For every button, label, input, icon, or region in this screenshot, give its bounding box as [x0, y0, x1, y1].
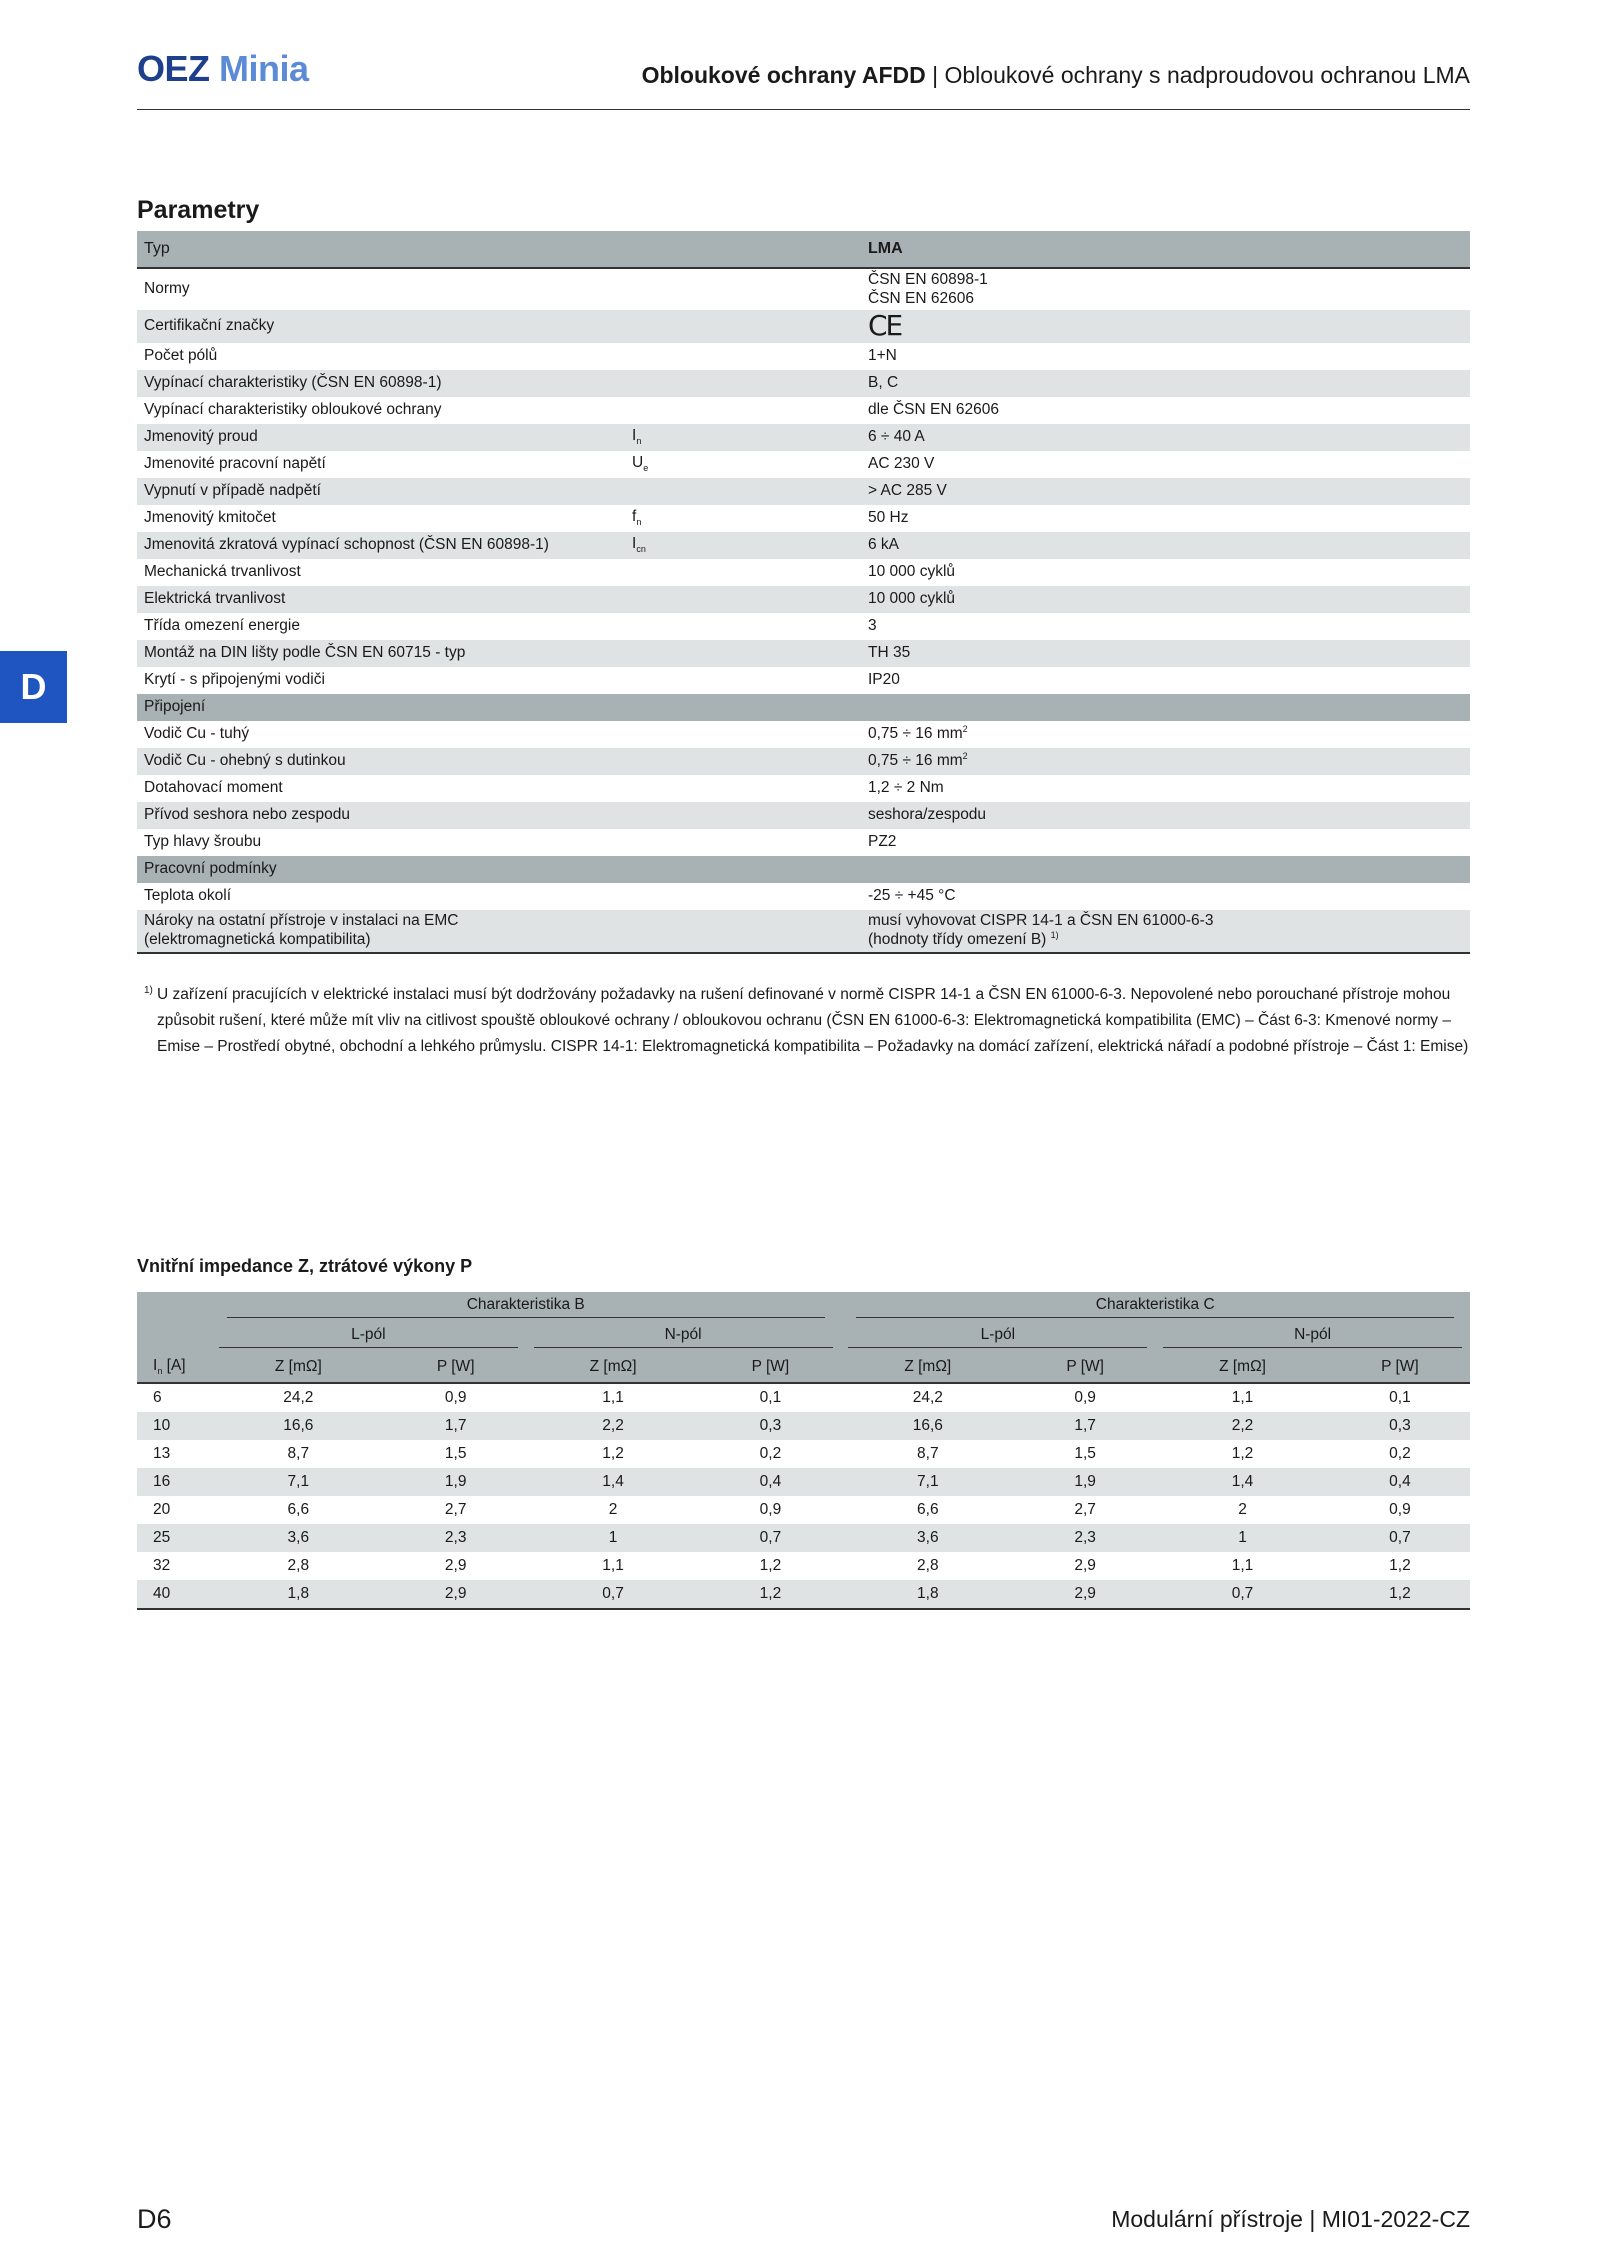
param-label: Vodič Cu - tuhý — [144, 724, 250, 742]
page-number: D6 — [137, 2204, 172, 2234]
imp-value: 1,2 — [602, 1445, 624, 1462]
imp-data-row — [137, 1524, 1470, 1552]
param-value — [861, 424, 1470, 451]
footnote-ref: 1) — [1050, 930, 1059, 941]
imp-value: 1,9 — [1015, 1468, 1155, 1496]
imp-pole-label: N-pól — [534, 1326, 833, 1348]
param-value-text: 0,75 ÷ 16 mm — [868, 752, 963, 770]
imp-value: 0,4 — [700, 1468, 840, 1496]
param-value — [861, 748, 1470, 775]
imp-value: 0,7 — [526, 1580, 701, 1609]
imp-char-b-cell — [211, 1292, 840, 1322]
imp-value: 1,1 — [1231, 1557, 1254, 1574]
param-symbol — [625, 748, 861, 775]
imp-value: 6,6 — [287, 1501, 310, 1518]
imp-value: 2 — [1238, 1501, 1247, 1518]
imp-pole-label: L-pól — [848, 1326, 1147, 1348]
imp-value: 2,7 — [444, 1501, 467, 1518]
imp-data-row — [137, 1552, 1470, 1580]
param-symbol — [625, 268, 861, 310]
imp-value: 1,2 — [1330, 1580, 1470, 1609]
param-value — [861, 478, 1470, 505]
imp-data-row — [137, 1412, 1470, 1440]
imp-value: 0,7 — [1330, 1524, 1470, 1552]
imp-value: 0,9 — [444, 1389, 467, 1406]
param-value — [861, 268, 1470, 310]
imp-data-row — [137, 1383, 1470, 1412]
param-label: Certifikační značky — [137, 310, 625, 343]
imp-pole-cell — [526, 1322, 841, 1352]
param-label: Typ hlavy šroubu — [144, 832, 262, 850]
param-label — [137, 910, 625, 953]
section-label-podminky: Pracovní podmínky — [137, 856, 1470, 883]
param-value-text: seshora/zespodu — [868, 805, 987, 823]
param-value — [861, 451, 1470, 478]
imp-value: 8,7 — [917, 1445, 939, 1462]
imp-z-header: Z [mΩ] — [1155, 1352, 1330, 1383]
imp-header-row-3 — [137, 1352, 1470, 1383]
param-value — [861, 802, 1470, 829]
param-value — [861, 883, 1470, 910]
imp-value: 0,4 — [1330, 1468, 1470, 1496]
param-symbol — [625, 424, 861, 451]
imp-value: 0,9 — [1074, 1389, 1096, 1406]
param-row — [137, 343, 1470, 370]
param-value — [861, 397, 1470, 424]
imp-value: 1,4 — [1155, 1468, 1330, 1496]
imp-value: 3,6 — [211, 1524, 386, 1552]
param-symbol-letter: I — [632, 535, 637, 553]
imp-value: 1,2 — [1389, 1557, 1411, 1574]
imp-value: 0,2 — [759, 1445, 782, 1462]
imp-value: 0,9 — [759, 1501, 782, 1518]
param-row — [137, 397, 1470, 424]
param-value — [861, 721, 1470, 748]
param-value — [861, 310, 1470, 343]
param-row — [137, 802, 1470, 829]
imp-data-row — [137, 1496, 1470, 1524]
param-symbol — [625, 883, 861, 910]
brand-logo — [137, 48, 309, 90]
imp-value: 3,6 — [840, 1524, 1015, 1552]
param-label — [137, 883, 625, 910]
params-header-row — [137, 231, 1470, 268]
imp-value: 0,1 — [759, 1389, 782, 1406]
param-value — [861, 532, 1470, 559]
param-value-line: -25 ÷ +45 °C — [868, 886, 956, 904]
param-symbol — [625, 310, 861, 343]
imp-current: 16 — [137, 1468, 211, 1496]
header-separator: | — [932, 62, 939, 88]
imp-in-unit: [A] — [166, 1357, 186, 1375]
param-value — [861, 505, 1470, 532]
imp-value: 7,1 — [840, 1468, 1015, 1496]
param-symbol-sub: cn — [636, 544, 646, 555]
imp-value: 0,2 — [1389, 1445, 1411, 1462]
imp-value: 24,2 — [912, 1389, 943, 1406]
imp-value: 1,2 — [1231, 1445, 1254, 1462]
param-symbol — [625, 343, 861, 370]
imp-value: 2,2 — [1155, 1412, 1330, 1440]
footnote-text: U zařízení pracujících v elektrické instalaci musí být dodržovány požadavky na rušení definované v normě CISPR 14-1 a ČSN EN 61000-6-3. Nepovolené nebo porouchané přístroje mohou způsobit rušení, které může mít vliv na citlivost spouště obloukové ochrany / obloukovou ochranu (ČSN EN 61000-6-3: Elektromagnetická kompatibilita (EMC) – Část 6-3: Kmenové normy – Emise – Prostředí obytné, obchodní a lehkého průmyslu. CISPR 14-1: Elektromagnetická kompatibilita – Požadavky na domácí zařízení, elektrická nářadí a podobné přístroje – Část 1: Emise) — [157, 986, 1469, 1055]
param-symbol-sub: n — [636, 517, 642, 528]
imp-value: 2,3 — [386, 1524, 526, 1552]
param-row — [137, 883, 1470, 910]
imp-value: 2,9 — [386, 1580, 526, 1609]
param-value-line: 3 — [868, 616, 877, 634]
param-row — [137, 559, 1470, 586]
imp-data-row — [137, 1468, 1470, 1496]
imp-current: 40 — [137, 1580, 211, 1609]
param-label: Jmenovitý proud — [137, 424, 625, 451]
param-symbol — [625, 910, 861, 953]
param-row — [137, 775, 1470, 802]
imp-p-header: P [W] — [1015, 1352, 1155, 1383]
param-row — [137, 613, 1470, 640]
param-value — [861, 910, 1470, 953]
param-row — [137, 829, 1470, 856]
imp-char-b: Charakteristika B — [227, 1296, 825, 1318]
param-value — [861, 559, 1470, 586]
param-value-text: 0,75 ÷ 16 mm — [868, 725, 963, 743]
param-value-line: B, C — [868, 373, 899, 391]
param-label: Vypnutí v případě nadpětí — [137, 478, 625, 505]
param-value-line: AC 230 V — [868, 454, 935, 472]
imp-pole-label: N-pól — [1163, 1326, 1462, 1348]
param-symbol — [625, 532, 861, 559]
param-symbol — [625, 640, 861, 667]
section-label-pripojeni: Připojení — [137, 694, 1470, 721]
page-header-title — [642, 62, 1470, 89]
param-label: Mechanická trvanlivost — [144, 562, 301, 580]
param-value-sup: 2 — [962, 724, 968, 735]
imp-value: 1 — [1155, 1524, 1330, 1552]
param-symbol — [625, 586, 861, 613]
param-row — [137, 748, 1470, 775]
imp-value: 2,3 — [1015, 1524, 1155, 1552]
imp-value: 2 — [608, 1501, 618, 1518]
param-row — [137, 640, 1470, 667]
parametry-title: Parametry — [137, 196, 260, 224]
param-value-line: 10 000 cyklů — [868, 589, 956, 607]
imp-value: 2,9 — [1015, 1580, 1155, 1609]
imp-in-sub: n — [157, 1366, 163, 1377]
imp-value: 1,2 — [759, 1557, 782, 1574]
section-row-podminky — [137, 856, 1470, 883]
param-label: Třída omezení energie — [144, 616, 300, 634]
imp-value: 1,1 — [1231, 1389, 1254, 1406]
param-value-line: 1+N — [868, 346, 897, 364]
param-symbol-sub: e — [643, 463, 649, 474]
imp-value: 7,1 — [211, 1468, 386, 1496]
imp-value: 1,9 — [386, 1468, 526, 1496]
imp-current: 10 — [137, 1412, 211, 1440]
param-value-line: 6 kA — [868, 535, 900, 553]
imp-value: 2,8 — [287, 1557, 310, 1574]
imp-value: 16,6 — [840, 1412, 1015, 1440]
imp-value: 8,7 — [287, 1445, 310, 1462]
param-value-line2-text: (hodnoty třídy omezení B) — [868, 931, 1047, 949]
param-label: Vypínací charakteristiky obloukové ochrany — [144, 400, 442, 418]
param-value-line2: ČSN EN 62606 — [868, 289, 974, 307]
imp-value: 2,9 — [1074, 1557, 1096, 1574]
imp-current: 20 — [153, 1501, 171, 1518]
section-row-pripojeni — [137, 694, 1470, 721]
params-header-value: LMA — [861, 231, 1470, 268]
parameters-table — [137, 231, 1470, 954]
imp-value: 1,1 — [602, 1557, 624, 1574]
param-row — [137, 268, 1470, 310]
imp-value: 2,9 — [444, 1557, 467, 1574]
param-label: Jmenovitý kmitočet — [144, 508, 276, 526]
imp-value: 0,3 — [1330, 1412, 1470, 1440]
param-value — [861, 640, 1470, 667]
param-symbol — [625, 397, 861, 424]
imp-value: 1,1 — [602, 1389, 624, 1406]
imp-value: 0,3 — [700, 1412, 840, 1440]
param-value — [861, 667, 1470, 694]
param-value-line: 6 ÷ 40 A — [868, 427, 925, 445]
param-symbol — [625, 370, 861, 397]
param-row — [137, 586, 1470, 613]
imp-pole-label: L-pól — [219, 1326, 518, 1348]
param-symbol-letter: I — [632, 427, 637, 445]
imp-z-header: Z [mΩ] — [526, 1352, 701, 1383]
imp-header-row-2 — [137, 1322, 1470, 1352]
param-row — [137, 721, 1470, 748]
param-label: Jmenovitá zkratová vypínací schopnost (ČSN EN 60898-1) — [137, 532, 625, 559]
imp-char-c-cell — [840, 1292, 1470, 1322]
param-label: Elektrická trvanlivost — [137, 586, 625, 613]
param-value-sup: 2 — [962, 751, 968, 762]
param-value-line: ČSN EN 60898-1 — [868, 271, 988, 288]
brand-minia: Minia — [219, 48, 309, 89]
header-divider — [137, 109, 1470, 110]
param-label: Přívod seshora nebo zespodu — [137, 802, 625, 829]
imp-z-header: Z [mΩ] — [840, 1352, 1015, 1383]
imp-value: 0,7 — [1155, 1580, 1330, 1609]
ce-mark-icon: CE — [868, 309, 902, 343]
param-value-line: TH 35 — [868, 643, 911, 661]
imp-value: 2,2 — [526, 1412, 701, 1440]
header-title-rest: Obloukové ochrany s nadproudovou ochranou LMA — [944, 62, 1470, 88]
param-symbol — [625, 829, 861, 856]
param-value — [861, 586, 1470, 613]
param-value-line: > AC 285 V — [868, 481, 947, 499]
imp-pole-cell — [840, 1322, 1155, 1352]
param-row — [137, 532, 1470, 559]
imp-corner — [137, 1322, 211, 1352]
param-symbol-sub: n — [636, 436, 642, 447]
imp-pole-cell — [1155, 1322, 1470, 1352]
imp-value: 16,6 — [211, 1412, 386, 1440]
imp-char-c: Charakteristika C — [856, 1296, 1454, 1318]
brand-oez: OEZ — [137, 48, 210, 89]
param-row — [137, 478, 1470, 505]
imp-header-row-1 — [137, 1292, 1470, 1322]
param-value-line: 10 000 cyklů — [868, 562, 956, 580]
imp-value: 1,2 — [700, 1580, 840, 1609]
param-value-text: PZ2 — [868, 832, 897, 850]
imp-p-header: P [W] — [700, 1352, 840, 1383]
param-label: Montáž na DIN lišty podle ČSN EN 60715 - typ — [137, 640, 625, 667]
header-title-bold: Obloukové ochrany AFDD — [641, 62, 926, 88]
footnote-mark: 1) — [144, 985, 153, 996]
imp-value: 1,7 — [1015, 1412, 1155, 1440]
param-symbol — [625, 478, 861, 505]
param-label: Krytí - s připojenými vodiči — [144, 670, 325, 688]
param-label: Dotahovací moment — [144, 778, 283, 796]
param-label: Počet pólů — [144, 346, 218, 364]
param-symbol — [625, 613, 861, 640]
imp-value: 1,4 — [526, 1468, 701, 1496]
param-symbol — [625, 721, 861, 748]
imp-value: 1,8 — [840, 1580, 1015, 1609]
param-row — [137, 667, 1470, 694]
imp-value: 0,9 — [1389, 1501, 1411, 1518]
imp-value: 1,5 — [1074, 1445, 1096, 1462]
imp-in-letter: I — [153, 1357, 158, 1375]
param-symbol — [625, 559, 861, 586]
imp-value: 2,7 — [1074, 1501, 1096, 1518]
param-value-line2 — [868, 930, 1463, 950]
imp-value: 0,7 — [700, 1524, 840, 1552]
imp-data-row — [137, 1440, 1470, 1468]
param-value-line: dle ČSN EN 62606 — [868, 400, 999, 418]
param-symbol — [625, 667, 861, 694]
param-value — [861, 775, 1470, 802]
imp-current: 25 — [137, 1524, 211, 1552]
param-symbol — [625, 451, 861, 478]
param-symbol — [625, 505, 861, 532]
imp-value: 6,6 — [917, 1501, 939, 1518]
param-label-line2: (elektromagnetická kompatibilita) — [144, 930, 371, 948]
param-symbol — [625, 775, 861, 802]
imp-p-header: P [W] — [1330, 1352, 1470, 1383]
impedance-title: Vnitřní impedance Z, ztrátové výkony P — [137, 1256, 473, 1276]
imp-value: 24,2 — [283, 1389, 314, 1406]
param-value — [861, 370, 1470, 397]
imp-data-row — [137, 1580, 1470, 1609]
imp-value: 1,7 — [386, 1412, 526, 1440]
imp-in-header — [137, 1352, 211, 1383]
param-label: Normy — [144, 280, 190, 298]
param-label: Vypínací charakteristiky (ČSN EN 60898-1) — [137, 370, 625, 397]
footer-text: Modulární přístroje | MI01-2022-CZ — [1111, 2206, 1470, 2232]
param-row — [137, 370, 1470, 397]
imp-current: 6 — [153, 1389, 162, 1406]
imp-z-header: Z [mΩ] — [211, 1352, 386, 1383]
param-value-line: musí vyhovovat CISPR 14-1 a ČSN EN 61000-6-3 — [868, 911, 1214, 929]
param-value-text: 1,2 ÷ 2 Nm — [868, 778, 944, 796]
imp-current: 13 — [153, 1445, 171, 1462]
imp-value: 1 — [526, 1524, 701, 1552]
section-tab-d: D — [0, 651, 67, 723]
param-row — [137, 451, 1470, 478]
imp-value: 1,8 — [211, 1580, 386, 1609]
param-row — [137, 310, 1470, 343]
param-value — [861, 613, 1470, 640]
imp-value: 1,5 — [444, 1445, 467, 1462]
footnote — [144, 982, 1474, 1060]
param-value-line: IP20 — [868, 670, 900, 688]
imp-value: 2,8 — [917, 1557, 939, 1574]
imp-value: 0,1 — [1389, 1389, 1411, 1406]
params-header-label: Typ — [137, 231, 625, 268]
param-row — [137, 505, 1470, 532]
param-row — [137, 424, 1470, 451]
param-symbol-letter: f — [632, 508, 637, 526]
imp-pole-cell — [211, 1322, 526, 1352]
param-label-line: Teplota okolí — [144, 886, 232, 904]
param-row — [137, 910, 1470, 953]
param-value-line: 50 Hz — [868, 508, 909, 526]
param-value — [861, 829, 1470, 856]
params-header-sym — [625, 231, 861, 268]
param-label: Jmenovité pracovní napětí — [144, 454, 326, 472]
param-symbol-letter: U — [632, 454, 644, 472]
imp-current: 32 — [153, 1557, 171, 1574]
impedance-table — [137, 1292, 1470, 1610]
imp-corner — [137, 1292, 211, 1322]
param-value — [861, 343, 1470, 370]
param-label-line: Nároky na ostatní přístroje v instalaci na EMC — [144, 912, 459, 930]
imp-p-header: P [W] — [386, 1352, 526, 1383]
param-symbol — [625, 802, 861, 829]
param-label: Vodič Cu - ohebný s dutinkou — [137, 748, 625, 775]
